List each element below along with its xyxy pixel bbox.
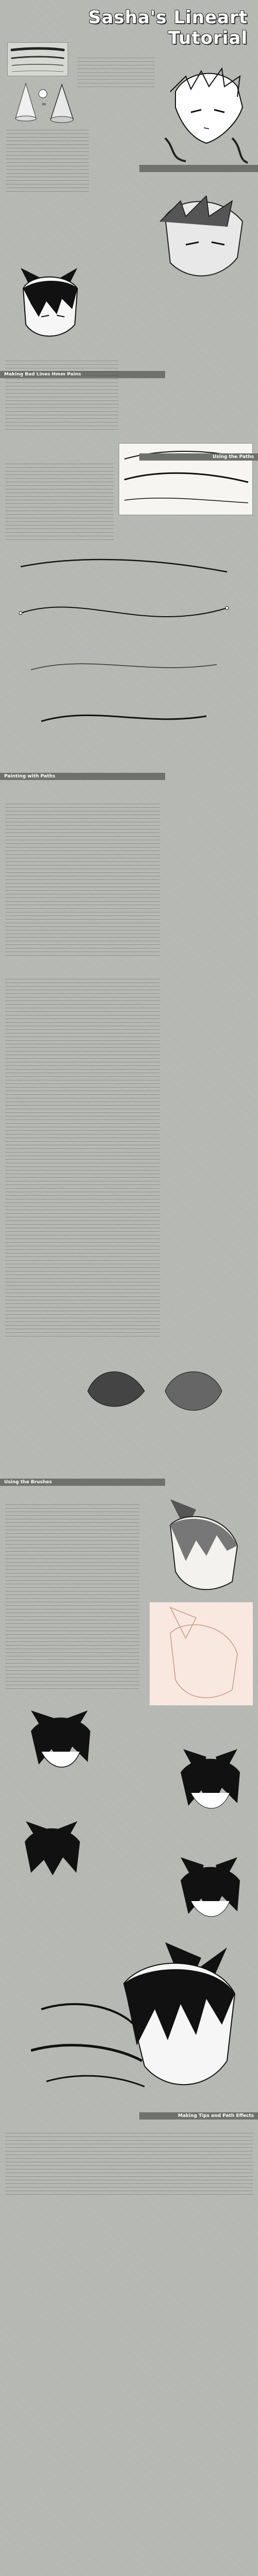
section-header-6-label: Making Tips and Path Effects [178, 2113, 254, 2119]
section-header-1 [139, 165, 258, 172]
section-header-3-label: Using the Paths [212, 454, 254, 460]
brush-strokes-art [8, 43, 68, 76]
anime-head-sketch-2 [150, 196, 253, 289]
section-header-5-label: Using the Brushes [4, 1480, 52, 1485]
section-header-4-label: Painting with Paths [4, 774, 56, 779]
black-hair-head-1 [21, 1700, 98, 1777]
black-hair-head-3 [15, 1814, 88, 1886]
section-header-2-label: Making Bad Lines Hmm Pains [4, 372, 82, 377]
cone-illustration [10, 78, 77, 125]
final-portrait [31, 1937, 237, 2102]
brush-shape-art [77, 1360, 232, 1422]
text-lines-block-3 [5, 804, 160, 958]
page-title: Sasha's Lineart Tutorial [88, 7, 248, 48]
text-lines-block-4 [5, 979, 160, 1340]
anime-head-catears [10, 258, 88, 345]
section-header-4 [0, 773, 165, 780]
black-hair-head-4 [170, 1850, 248, 1927]
side-profile-portrait-pink [150, 1602, 253, 1705]
section-header-5 [0, 1479, 165, 1486]
section-header-6 [139, 2112, 258, 2120]
text-lines-block-2 [5, 464, 114, 541]
svg-text:=: = [41, 100, 47, 108]
anime-head-sketch-1 [160, 61, 253, 164]
text-lines-block-1 [5, 361, 119, 433]
intro-text-block [77, 58, 155, 89]
text-lines-block-5 [5, 1504, 139, 1690]
path-curves-art [10, 551, 248, 768]
side-profile-portrait [150, 1494, 253, 1597]
black-hair-head-2 [170, 1741, 248, 1819]
section-header-3 [139, 453, 258, 461]
pressure-text-block [6, 130, 89, 192]
brush-stroke-panel [7, 42, 68, 76]
text-lines-block-6 [5, 2133, 253, 2195]
